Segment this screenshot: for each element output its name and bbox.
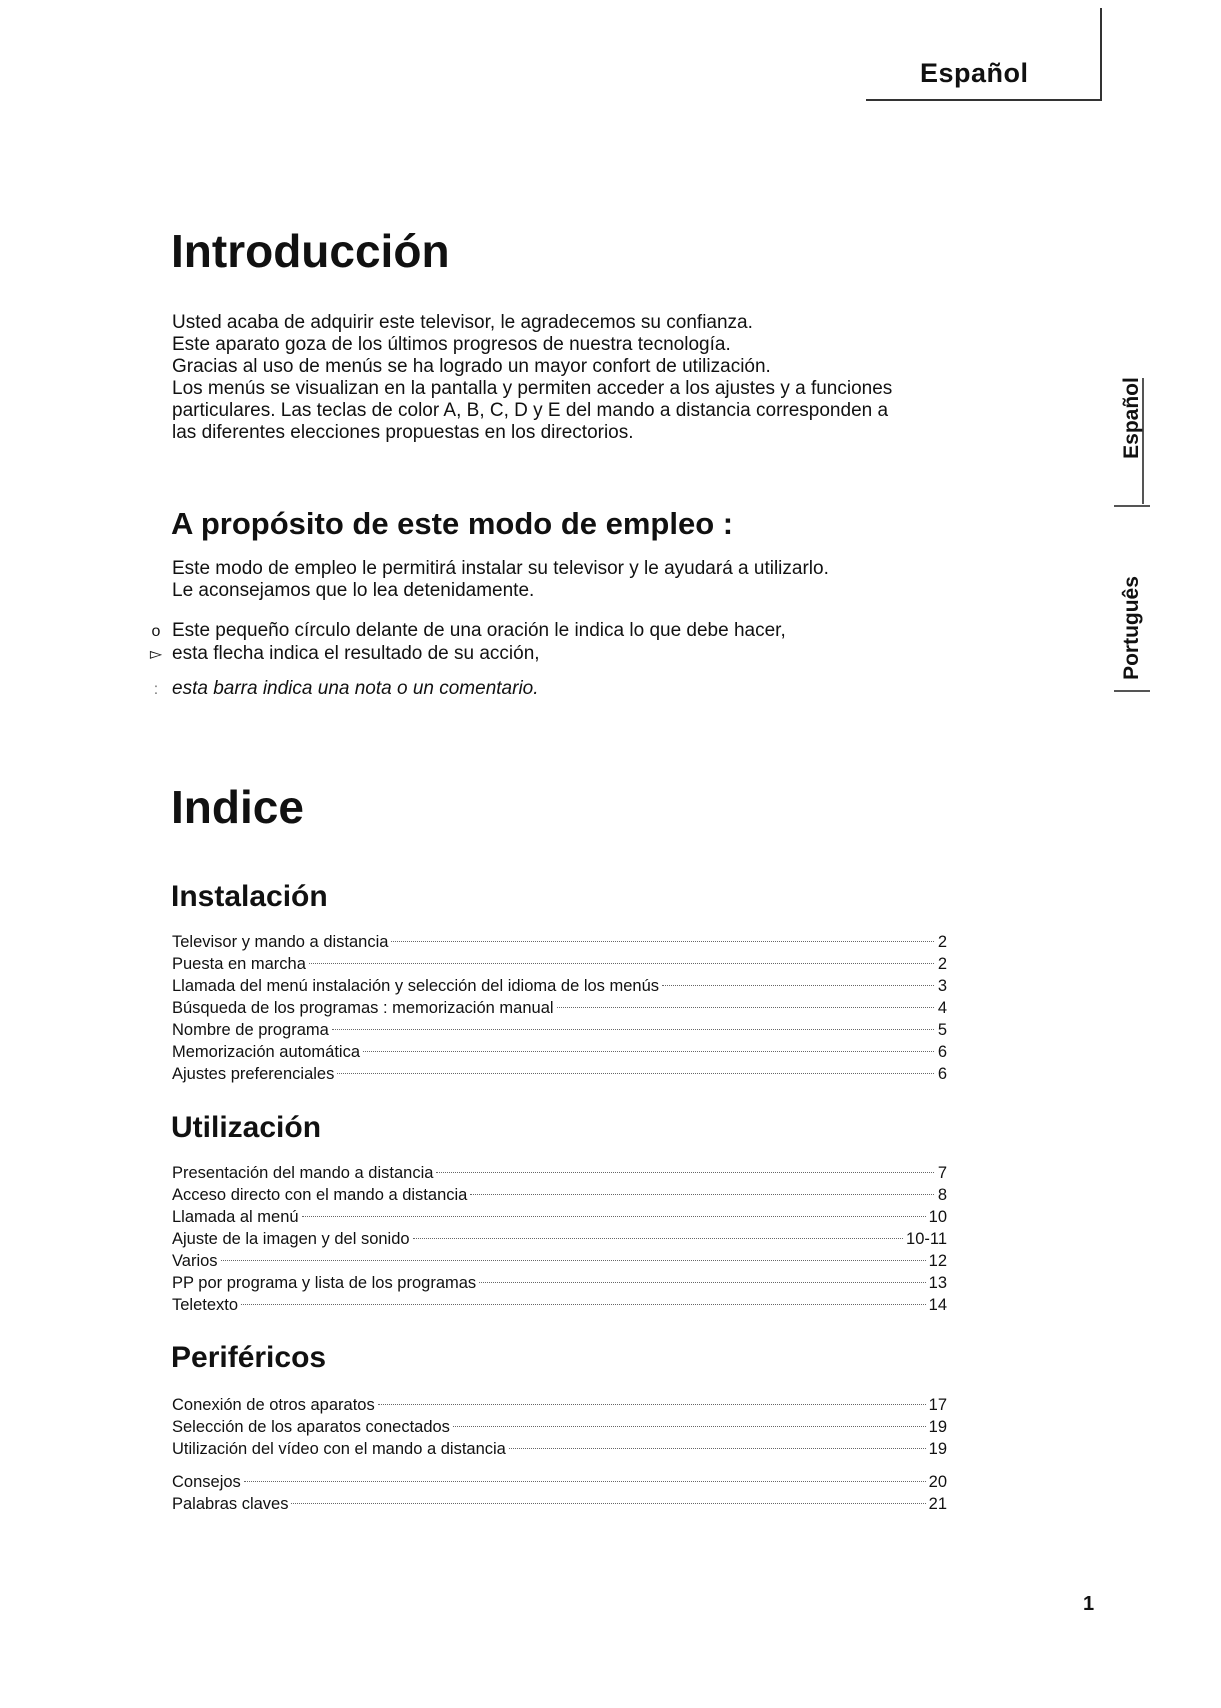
toc-entry[interactable] (172, 975, 947, 997)
toc-leader (244, 1481, 926, 1482)
toc-label: Nombre de programa (172, 1021, 329, 1039)
toc-leader (363, 1051, 934, 1052)
toc-page: 20 (928, 1473, 947, 1491)
toc-entry[interactable] (172, 1471, 947, 1493)
intro-paragraph (172, 312, 892, 444)
toc-label: Puesta en marcha (172, 955, 306, 973)
header-language-tab: Español (920, 58, 1029, 88)
toc-page: 13 (928, 1274, 947, 1292)
toc-label: Utilización del vídeo con el mando a distancia (172, 1440, 506, 1458)
toc-leader (241, 1304, 926, 1305)
toc-leader (309, 963, 934, 964)
toc-page: 7 (937, 1164, 947, 1182)
intro-line: Usted acaba de adquirir este televisor, le agradecemos su confianza. (172, 312, 753, 333)
intro-line: Este aparato goza de los últimos progresos de nuestra tecnología. (172, 334, 731, 355)
toc-entry[interactable] (172, 1041, 947, 1063)
toc-entry[interactable] (172, 1294, 947, 1316)
toc-label: Televisor y mando a distancia (172, 933, 389, 951)
intro-line: particulares. Las teclas de color A, B, C, D y E del mando a distancia corresponden a (172, 400, 889, 421)
toc-page: 17 (928, 1396, 947, 1414)
side-tab-separator (1114, 690, 1150, 692)
legend-text: esta flecha indica el resultado de su acción, (172, 643, 540, 664)
page-number: 1 (1083, 1593, 1095, 1615)
toc-label: Ajustes preferenciales (172, 1065, 335, 1083)
side-tab-portugues (1112, 528, 1152, 728)
toc-page: 4 (937, 999, 947, 1017)
toc-page: 5 (937, 1021, 947, 1039)
toc-page: 10 (928, 1208, 947, 1226)
toc-page: 3 (937, 977, 947, 995)
toc-page: 6 (937, 1043, 947, 1061)
toc-label: Acceso directo con el mando a distancia (172, 1186, 468, 1204)
about-line: Este modo de empleo le permitirá instalar su televisor y le ayudará a utilizarlo. (172, 558, 829, 579)
intro-line: las diferentes elecciones propuestas en los directorios. (172, 422, 634, 443)
toc-label: Consejos (172, 1473, 241, 1491)
about-paragraph (172, 558, 829, 602)
toc-label: Llamada al menú (172, 1208, 299, 1226)
toc-label: Ajuste de la imagen y del sonido (172, 1230, 410, 1248)
legend-bar-row (140, 678, 539, 701)
toc-leader (413, 1238, 903, 1239)
toc-label: Teletexto (172, 1296, 239, 1314)
side-tab-espanol-label: Español (1120, 377, 1143, 459)
toc-entry[interactable] (172, 1272, 947, 1294)
toc-label: Llamada del menú instalación y selección del idioma de los menús (172, 977, 660, 995)
toc-leader (509, 1448, 926, 1449)
toc-entry[interactable] (172, 1416, 947, 1438)
bar-icon: : (153, 681, 159, 698)
toc-page: 8 (937, 1186, 947, 1204)
side-tab-espanol (1112, 318, 1152, 518)
about-title: A propósito de este modo de empleo : (171, 506, 734, 541)
toc-label: Memorización automática (172, 1043, 360, 1061)
toc-label: Conexión de otros aparatos (172, 1396, 375, 1414)
toc-page: 2 (937, 955, 947, 973)
toc-label: Búsqueda de los programas : memorización manual (172, 999, 554, 1017)
toc-entry[interactable] (172, 1228, 947, 1250)
toc-entry[interactable] (172, 1250, 947, 1272)
toc-leader (337, 1073, 934, 1074)
toc-leader (221, 1260, 926, 1261)
toc-leader (378, 1404, 926, 1405)
peripherals-toc (172, 1394, 947, 1460)
legend-arrow-row (140, 643, 540, 666)
toc-leader (453, 1426, 926, 1427)
toc-page: 19 (928, 1418, 947, 1436)
intro-line: Los menús se visualizan en la pantalla y permiten acceder a los ajustes y a funciones (172, 378, 893, 399)
toc-label: Presentación del mando a distancia (172, 1164, 434, 1182)
toc-label: Palabras claves (172, 1495, 289, 1513)
arrow-icon: ▻ (149, 646, 163, 663)
toc-leader (391, 941, 934, 942)
installation-toc (172, 931, 947, 1085)
toc-page: 14 (928, 1296, 947, 1314)
index-title: Indice (171, 781, 304, 833)
intro-title: Introducción (171, 225, 450, 277)
toc-page: 19 (928, 1440, 947, 1458)
toc-entry[interactable] (172, 1162, 947, 1184)
toc-entry[interactable] (172, 1063, 947, 1085)
toc-label: Selección de los aparatos conectados (172, 1418, 450, 1436)
extra-toc (172, 1471, 947, 1515)
toc-page: 12 (928, 1252, 947, 1270)
circle-icon: o (151, 623, 161, 640)
toc-entry[interactable] (172, 1438, 947, 1460)
toc-leader (479, 1282, 925, 1283)
legend-circle-row (140, 620, 786, 643)
header-side-rule (1100, 8, 1102, 101)
side-tab-separator (1114, 505, 1150, 507)
installation-title: Instalación (171, 880, 328, 913)
toc-label: PP por programa y lista de los programas (172, 1274, 477, 1292)
toc-leader (470, 1194, 934, 1195)
toc-entry[interactable] (172, 997, 947, 1019)
legend-text: esta barra indica una nota o un comentario. (172, 678, 539, 699)
toc-leader (291, 1503, 925, 1504)
toc-label: Varios (172, 1252, 218, 1270)
toc-leader (436, 1172, 934, 1173)
toc-entry[interactable] (172, 1493, 947, 1515)
toc-entry[interactable] (172, 1184, 947, 1206)
toc-page: 10-11 (906, 1230, 947, 1248)
toc-leader (557, 1007, 934, 1008)
legend-text: Este pequeño círculo delante de una oración le indica lo que debe hacer, (172, 620, 786, 641)
toc-leader (332, 1029, 934, 1030)
toc-leader (302, 1216, 926, 1217)
peripherals-title: Periféricos (171, 1341, 327, 1374)
toc-page: 6 (937, 1065, 947, 1083)
about-line: Le aconsejamos que lo lea detenidamente. (172, 580, 535, 601)
header-underline (866, 99, 1102, 101)
toc-entry[interactable] (172, 931, 947, 953)
usage-toc (172, 1162, 947, 1316)
toc-page: 2 (937, 933, 947, 951)
toc-page: 21 (928, 1495, 947, 1513)
toc-leader (662, 985, 934, 986)
usage-title: Utilización (171, 1111, 322, 1144)
toc-entry[interactable] (172, 1206, 947, 1228)
side-tab-portugues-label: Português (1120, 576, 1143, 680)
toc-entry[interactable] (172, 1394, 947, 1416)
toc-entry[interactable] (172, 953, 947, 975)
toc-entry[interactable] (172, 1019, 947, 1041)
intro-line: Gracias al uso de menús se ha logrado un mayor confort de utilización. (172, 356, 771, 377)
